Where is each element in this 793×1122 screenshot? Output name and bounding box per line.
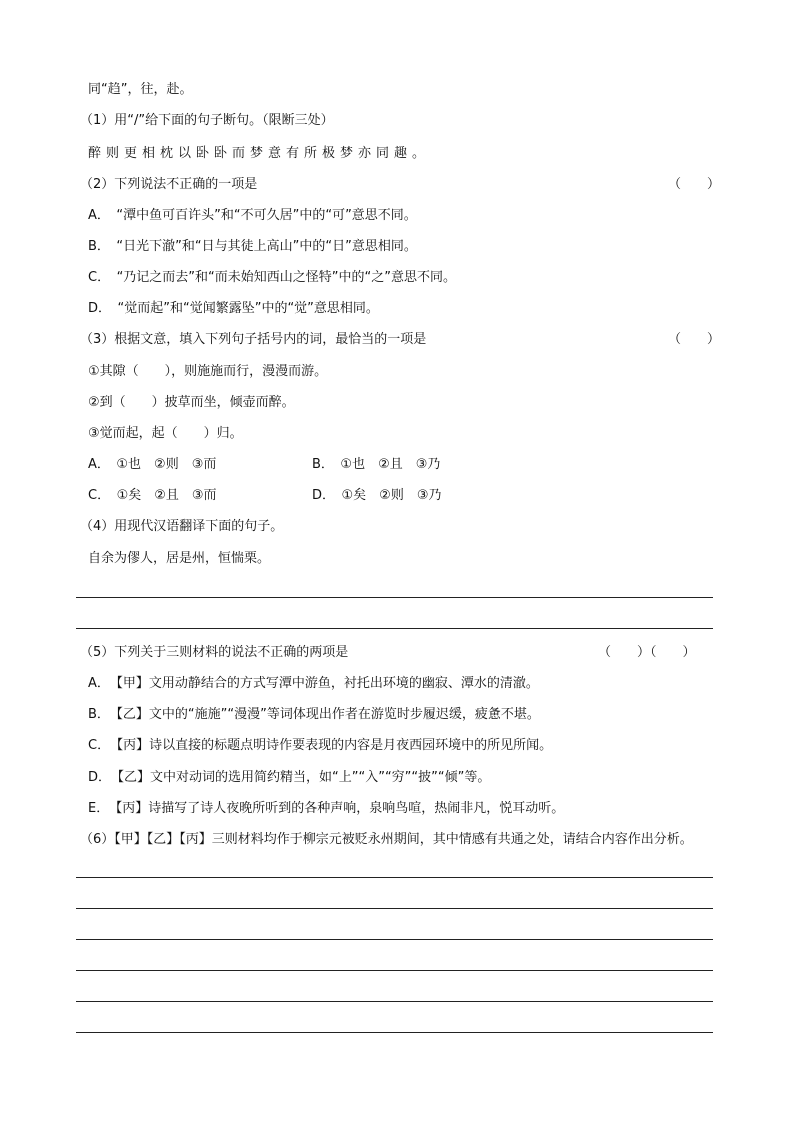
q2-answer-paren[interactable]: （ ） [668,177,721,192]
q6-answer-line-5[interactable] [76,1001,713,1002]
q5-option-d: D． 【乙】文中对动词的选用简约精当，如“上”“入”“穷”“披”“倾”等。 [88,770,491,785]
q6-label: （6）【甲】【乙】【丙】三则材料均作于柳宗元被贬永州期间，其中情感有共通之处，请结合内容作出分析。 [80,832,693,847]
q6-answer-line-3[interactable] [76,939,713,940]
q2-option-b: B． “日光下澈”和“日与其徒上高山”中的“日”意思相同。 [88,239,417,254]
q5-option-c: C． 【丙】诗以直接的标题点明诗作要表现的内容是月夜西园环境中的所见所闻。 [88,738,553,753]
q2-label: （2）下列说法不正确的一项是 [80,177,258,192]
q3-answer-paren[interactable]: （ ） [668,332,721,347]
q4-sentence: 自余为僇人，居是州，恒惴栗。 [88,551,271,566]
q3-label: （3）根据文意，填入下列句子括号内的词，最恰当的一项是 [80,332,427,347]
intro-text: 同“趋”，往，赴。 [88,82,193,97]
q5-option-a: A． 【甲】文用动静结合的方式写潭中游鱼，衬托出环境的幽寂、潭水的清澈。 [88,676,539,691]
q5-label: （5）下列关于三则材料的说法不正确的两项是 [80,645,349,660]
q4-label: （4）用现代汉语翻译下面的句子。 [80,519,284,534]
q4-answer-line-1[interactable] [76,597,713,598]
q3-sentence-1: ①其隙（ ），则施施而行，漫漫而游。 [88,364,328,379]
q3-sentence-3: ③觉而起，起（ ）归。 [88,426,243,441]
q3-sentence-2: ②到（ ）披草而坐，倾壶而醉。 [88,395,295,410]
q6-answer-line-6[interactable] [76,1032,713,1033]
q5-option-e: E． 【丙】诗描写了诗人夜晚所听到的各种声响，泉响鸟喧，热闹非凡，悦耳动听。 [88,801,565,816]
q5-option-b: B． 【乙】文中的“施施”“漫漫”等词体现出作者在游览时步履迟缓，疲惫不堪。 [88,707,540,722]
q4-answer-line-2[interactable] [76,628,713,629]
q1-label: （1）用“/”给下面的句子断句。（限断三处） [80,113,334,128]
q1-sentence: 醉则更相枕以卧卧而梦意有所极梦亦同趣。 [88,146,431,161]
q3-option-b: B． ①也 ②且 ③乃 [312,457,441,472]
q3-option-c: C． ①矣 ②且 ③而 [88,488,217,503]
q3-option-d: D． ①矣 ②则 ③乃 [312,488,442,503]
q2-option-c: C． “乃记之而去”和“而未始知西山之怪特”中的“之”意思不同。 [88,270,456,285]
q2-option-a: A． “潭中鱼可百许头”和“不可久居”中的“可”意思不同。 [88,208,417,223]
q5-answer-paren[interactable]: （ ）（ ） [598,645,696,660]
q6-answer-line-4[interactable] [76,970,713,971]
q6-answer-line-2[interactable] [76,908,713,909]
q6-answer-line-1[interactable] [76,877,713,878]
q3-option-a: A． ①也 ②则 ③而 [88,457,217,472]
q2-option-d: D． “觉而起”和“觉闻繁露坠”中的“觉”意思相同。 [88,301,379,316]
